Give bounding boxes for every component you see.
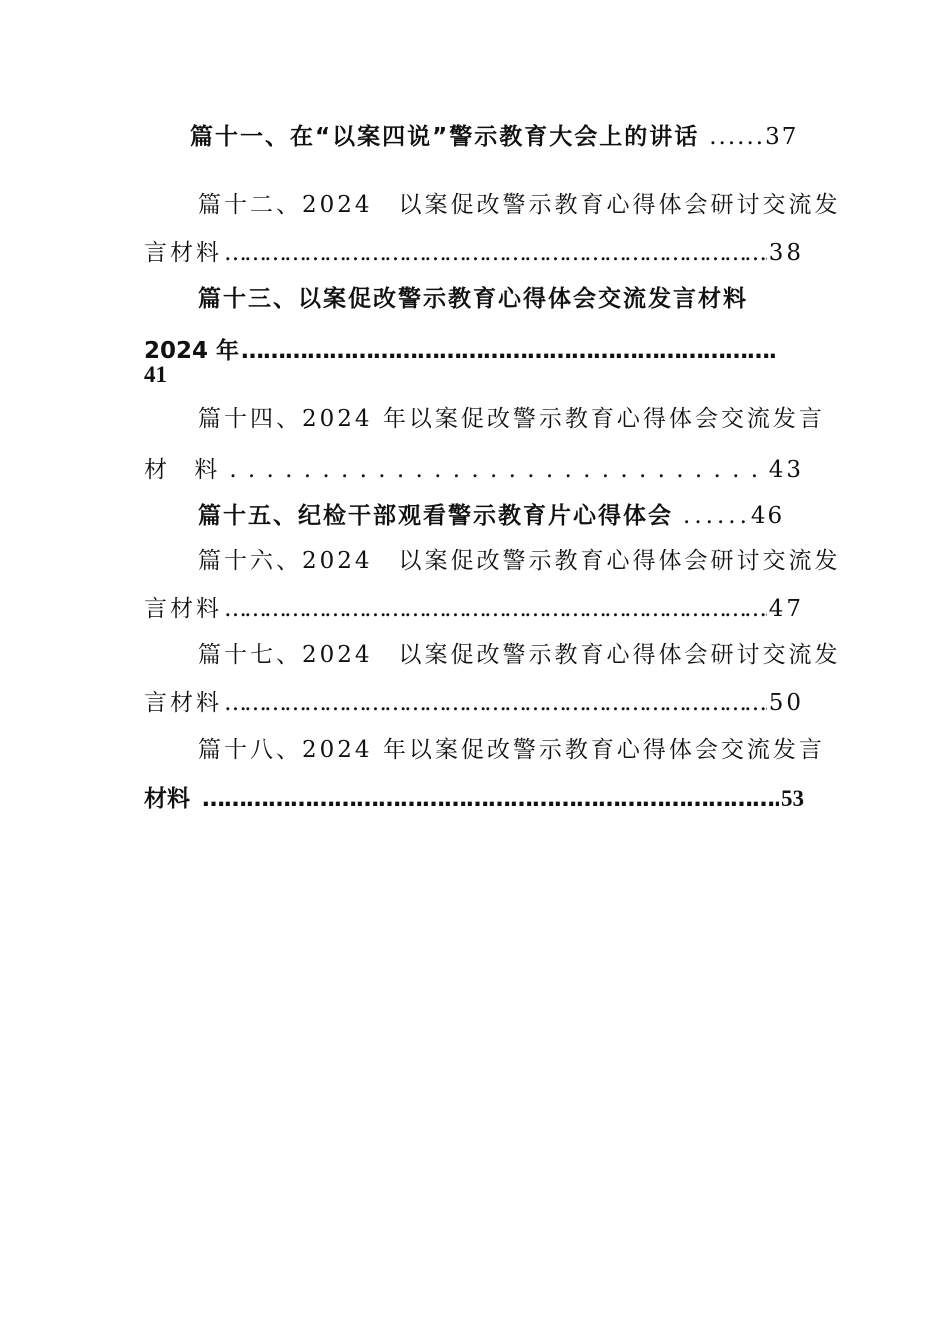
- toc-entry-13-page: 41: [144, 362, 167, 387]
- toc-entry-15-page: 46: [750, 503, 785, 529]
- toc-entry-14-page: 43: [768, 457, 804, 483]
- toc-entry-14-title[interactable]: 篇十四、2024 年以案促改警示教育心得体会交流发言: [198, 406, 825, 432]
- toc-entry-16-leader: [224, 594, 767, 624]
- toc-entry-14-cont: 材 料: [144, 457, 228, 483]
- toc-entry-16-page: 47: [768, 596, 804, 622]
- toc-entry-11-title: 篇十一、在“以案四说”警示教育大会上的讲话: [190, 124, 700, 150]
- toc-entry-13-row[interactable]: [144, 336, 778, 366]
- toc-entry-11-page: 37: [765, 124, 799, 150]
- toc-entry-17-row[interactable]: [144, 688, 804, 718]
- toc-entry-17-page: 50: [768, 690, 804, 716]
- toc-entry-11-dots: ......: [709, 124, 766, 150]
- toc-entry-18-page: 53: [781, 786, 804, 811]
- toc-entry-14-row[interactable]: [144, 455, 804, 485]
- toc-entry-15-dots: ......: [683, 503, 751, 529]
- toc-entry-17-cont: 言材料: [144, 690, 222, 716]
- toc-entry-15-title: 篇十五、纪检干部观看警示教育片心得体会: [198, 503, 673, 529]
- toc-entry-17-title[interactable]: 篇十七、2024 以案促改警示教育心得体会研讨交流发: [198, 642, 841, 668]
- toc-entry-12-cont: 言材料: [144, 240, 222, 266]
- toc-entry-13-cont: 2024 年: [144, 338, 240, 364]
- toc-entry-17-leader: [224, 688, 767, 718]
- toc-entry-13-title[interactable]: 篇十三、以案促改警示教育心得体会交流发言材料: [198, 286, 748, 312]
- toc-entry-16-row[interactable]: [144, 594, 804, 624]
- toc-entry-12-title[interactable]: 篇十二、2024 以案促改警示教育心得体会研讨交流发: [198, 192, 841, 218]
- toc-entry-11[interactable]: [190, 122, 798, 152]
- toc-entry-15[interactable]: [198, 501, 784, 531]
- toc-entry-18-leader: [202, 784, 779, 814]
- toc-entry-14-leader: [229, 455, 766, 485]
- toc-entry-12-page: 38: [768, 240, 804, 266]
- toc-entry-16-title[interactable]: 篇十六、2024 以案促改警示教育心得体会研讨交流发: [198, 548, 841, 574]
- toc-entry-12-row[interactable]: [144, 238, 804, 268]
- toc-entry-18-row[interactable]: [144, 784, 804, 814]
- toc-entry-13-leader: [241, 336, 776, 366]
- toc-entry-18-title[interactable]: 篇十八、2024 年以案促改警示教育心得体会交流发言: [198, 737, 825, 763]
- toc-entry-18-cont: 材料: [144, 786, 190, 812]
- toc-entry-16-cont: 言材料: [144, 596, 222, 622]
- toc-entry-12-leader: [224, 238, 767, 268]
